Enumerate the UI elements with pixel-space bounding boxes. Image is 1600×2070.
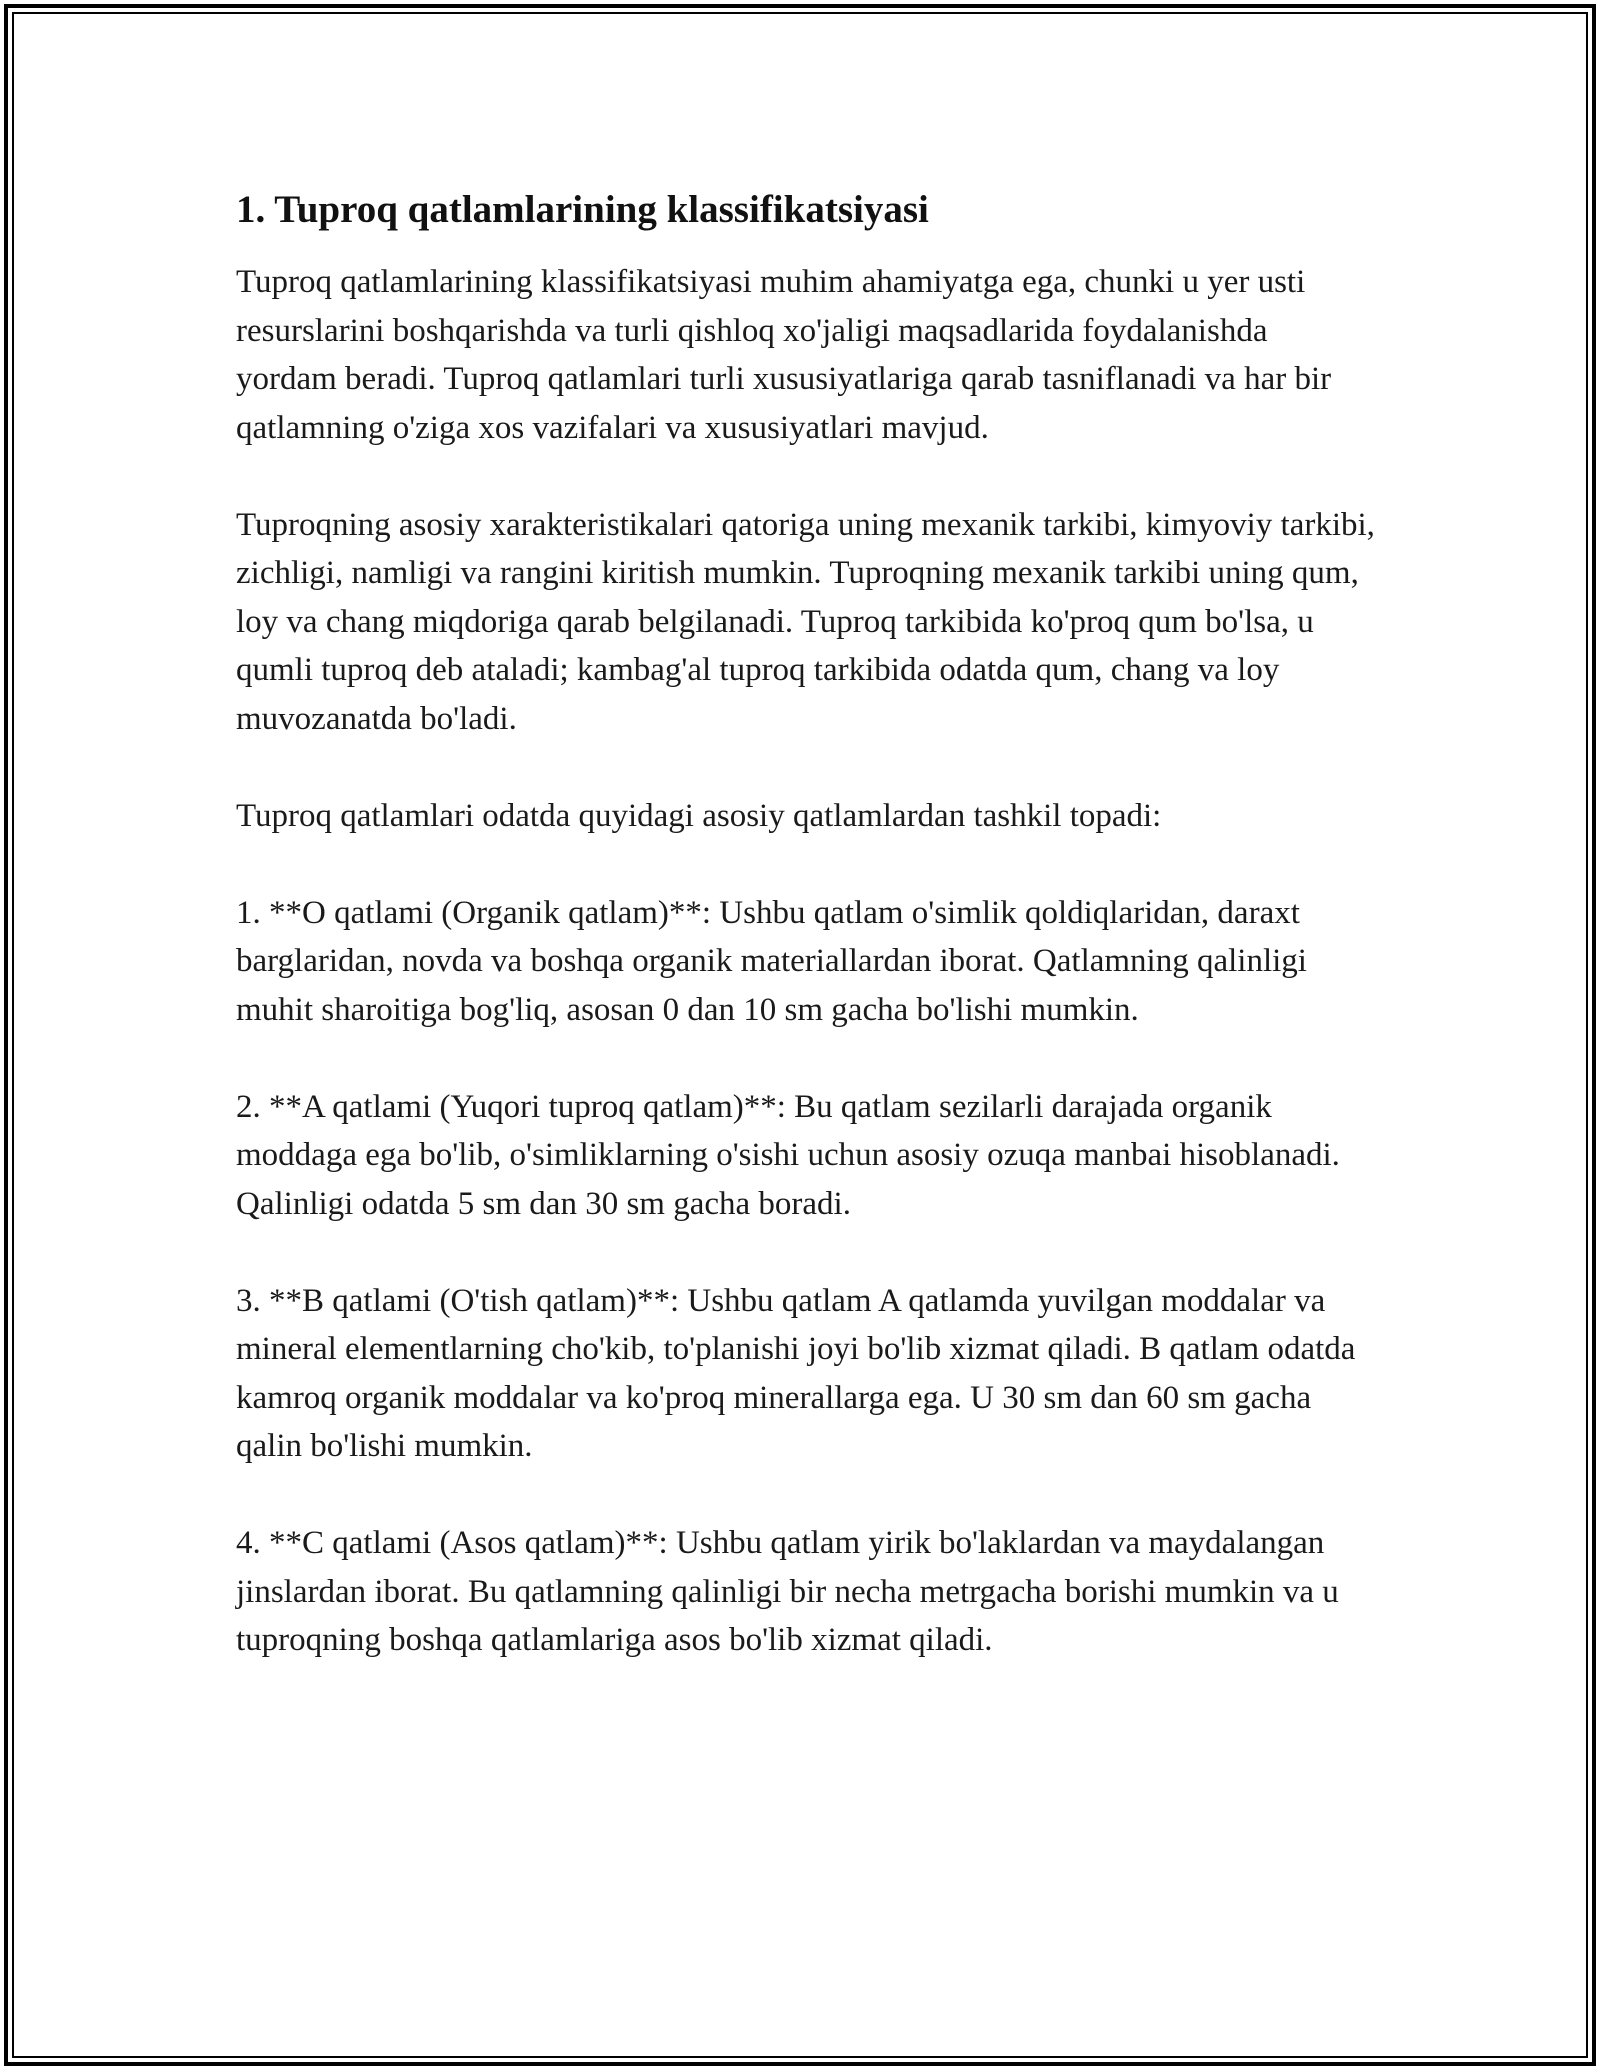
paragraph-layers-intro: Tuproq qatlamlari odatda quyidagi asosiy qatlamlardan tashkil topadi: xyxy=(236,797,1162,834)
list-item-b-layer: 3. **B qatlami (O'tish qatlam)**: Ushbu qatlam A qatlamda yuvilgan moddalar va mineral elementlarning cho'kib, to'planishi joyi bo'lib xizmat qiladi. B qatlam odatda kamroq organik moddalar va ko'proq minerallarga ega. U 30 sm dan 60 sm gacha qalin bo'lishi mumkin. xyxy=(236,1282,1356,1464)
document-body xyxy=(236,186,1376,1713)
paragraph-intro: Tuproq qatlamlarining klassifikatsiyasi muhim ahamiyatga ega, chunki u yer usti resurslarini boshqarishda va turli qishloq xo'jaligi maqsadlarida foydalanishda yordam beradi. Tuproq qatlamlari turli xususiyatlariga qarab tasniflanadi va har bir qatlamning o'ziga xos vazifalari va xususiyatlari mavjud. xyxy=(236,264,1332,446)
section-heading: 1. Tuproq qatlamlarining klassifikatsiyasi xyxy=(236,188,929,231)
list-item-a-layer: 2. **A qatlami (Yuqori tuproq qatlam)**: Bu qatlam sezilarli darajada organik moddaga ega bo'lib, o'simliklarning o'sishi uchun asosiy ozuqa manbai hisoblanadi. Qalinligi odatda 5 sm dan 30 sm gacha boradi. xyxy=(236,1088,1340,1222)
list-item-c-layer: 4. **C qatlami (Asos qatlam)**: Ushbu qatlam yirik bo'laklardan va maydalangan jinslardan iborat. Bu qatlamning qalinligi bir necha metrgacha borishi mumkin va u tuproqning boshqa qatlamlariga asos bo'lib xizmat qiladi. xyxy=(236,1525,1339,1658)
paragraph-characteristics: Tuproqning asosiy xarakteristikalari qatoriga uning mexanik tarkibi, kimyoviy tarkibi, zichligi, namligi va rangini kiritish mumkin. Tuproqning mexanik tarkibi uning qum, loy va chang miqdoriga qarab belgilanadi. Tuproq tarkibida ko'proq qum bo'lsa, u qumli tuproq deb ataladi; kambag'al tuproq tarkibida odatda qum, chang va loy muvozanatda bo'ladi. xyxy=(236,506,1375,737)
list-item-o-layer: 1. **O qatlami (Organik qatlam)**: Ushbu qatlam o'simlik qoldiqlaridan, daraxt barglaridan, novda va boshqa organik materiallardan iborat. Qatlamning qalinligi muhit sharoitiga bog'liq, asosan 0 dan 10 sm gacha bo'lishi mumkin. xyxy=(236,894,1307,1028)
